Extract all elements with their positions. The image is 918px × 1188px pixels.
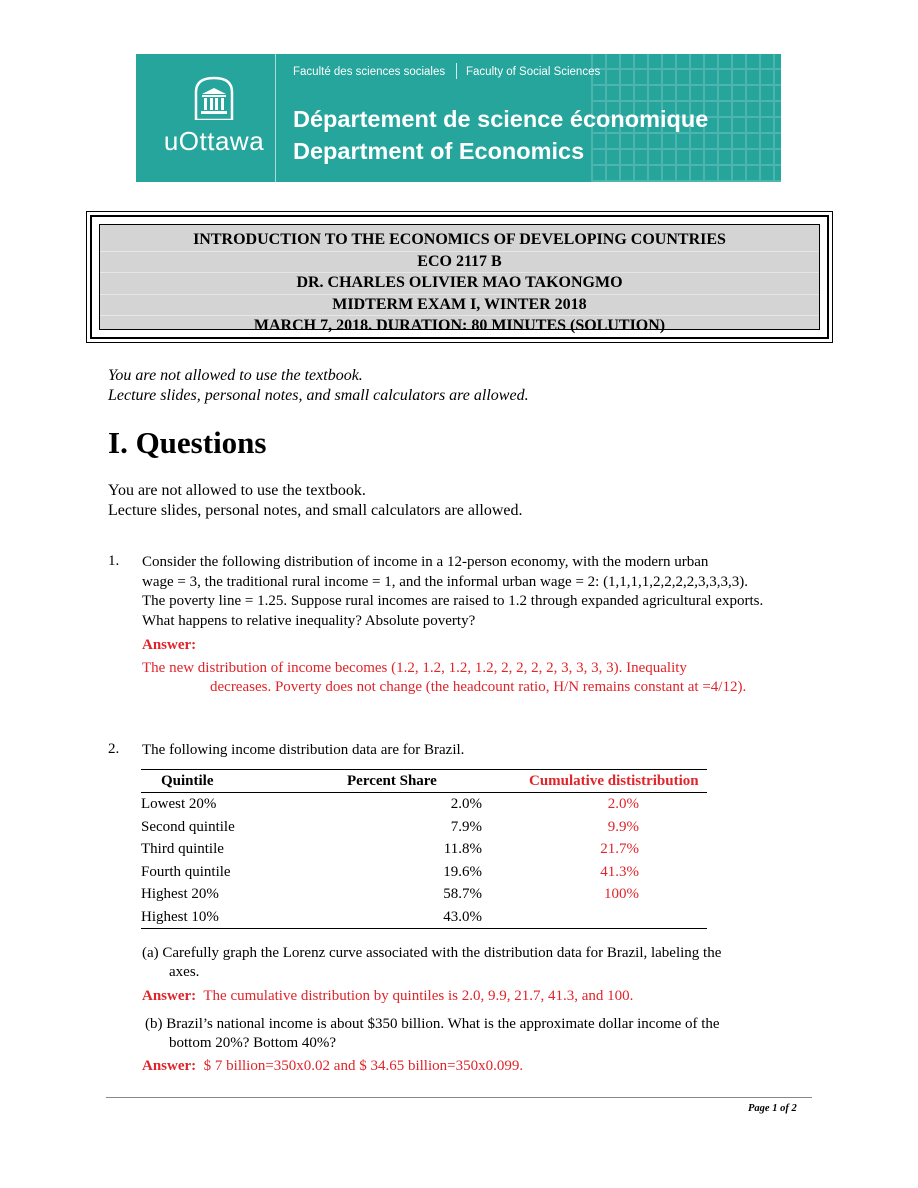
answer-text: The cumulative distribution by quintiles is 2.0, 9.9, 21.7, 41.3, and 100. bbox=[203, 988, 634, 1004]
table-cell: Highest 10% bbox=[141, 906, 321, 929]
title-box-inner bbox=[99, 224, 820, 335]
table-cell: 21.7% bbox=[600, 841, 639, 857]
page-number: Page 1 of 2 bbox=[748, 1103, 797, 1114]
instructions-plain bbox=[108, 481, 523, 521]
table-cell: 19.6% bbox=[443, 863, 482, 880]
income-distribution-table bbox=[141, 769, 707, 929]
table-cell: 58.7% bbox=[443, 886, 482, 902]
answer-label: Answer: bbox=[142, 1058, 197, 1074]
instruction-line: Lecture slides, personal notes, and small calculators are allowed. bbox=[108, 387, 529, 404]
instruction-line: Lecture slides, personal notes, and small calculators are allowed. bbox=[108, 502, 523, 519]
instruction-line: You are not allowed to use the textbook. bbox=[108, 482, 366, 499]
table-cell: Third quintile bbox=[141, 841, 224, 857]
column-header: Cumulative dististribution bbox=[527, 770, 707, 793]
table-row bbox=[141, 816, 707, 839]
department-name-en: Department of Economics bbox=[293, 138, 585, 164]
department-name-fr: Département de science économique bbox=[293, 106, 709, 132]
exam-title-box bbox=[86, 211, 833, 343]
table-cell: Highest 20% bbox=[141, 886, 219, 902]
question-line: What happens to relative inequality? Absolute poverty? bbox=[142, 612, 476, 629]
instructor-name: DR. CHARLES OLIVIER MAO TAKONGMO bbox=[100, 273, 819, 295]
column-header: Quintile bbox=[141, 770, 321, 793]
instruction-line: You are not allowed to use the textbook. bbox=[108, 367, 363, 384]
footer-rule bbox=[106, 1097, 812, 1098]
table-row bbox=[141, 838, 707, 861]
table-cell: 9.9% bbox=[607, 818, 639, 835]
table-cell: 43.0% bbox=[321, 906, 527, 929]
answer-label: Answer: bbox=[142, 637, 197, 653]
title-box-frame bbox=[90, 215, 829, 339]
faculty-name-en: Faculty of Social Sciences bbox=[466, 66, 601, 78]
table-cell: 41.3% bbox=[600, 863, 639, 880]
column-header: Percent Share bbox=[321, 770, 527, 793]
question-line: wage = 3, the traditional rural income = 1, and the informal urban wage = 2: (1,1,1,1,2,2,2,2,3,3,3,3). bbox=[142, 573, 749, 590]
course-code: ECO 2117 B bbox=[100, 252, 819, 274]
table-cell: 7.9% bbox=[450, 818, 482, 835]
part-a-line: axes. bbox=[169, 964, 200, 980]
table-row bbox=[141, 861, 707, 884]
table-row bbox=[141, 883, 707, 906]
answer-label: Answer: bbox=[142, 988, 197, 1004]
part-b-answer bbox=[142, 1057, 523, 1077]
table-cell: Second quintile bbox=[141, 818, 235, 835]
table-row bbox=[141, 793, 707, 816]
question-2-intro: The following income distribution data are for Brazil. bbox=[142, 742, 465, 758]
table-row bbox=[141, 906, 707, 929]
exam-date-duration: MARCH 7, 2018. DURATION: 80 MINUTES (SOLUTION) bbox=[253, 317, 666, 335]
question-number: 1. bbox=[108, 553, 120, 569]
banner-divider bbox=[275, 54, 276, 182]
faculty-divider bbox=[456, 63, 457, 79]
part-a-answer bbox=[142, 987, 633, 1007]
part-b-line: bottom 20%? Bottom 40%? bbox=[169, 1035, 337, 1051]
university-building-icon bbox=[192, 74, 236, 120]
logo-text: uOttawa bbox=[163, 126, 265, 156]
answer-1-line: The new distribution of income becomes (1.2, 1.2, 1.2, 1.2, 2, 2, 2, 2, 3, 3, 3, 3). Inequality bbox=[142, 660, 687, 676]
table-cell: 100% bbox=[604, 886, 639, 902]
question-number: 2. bbox=[108, 741, 120, 757]
table-cell: 11.8% bbox=[443, 841, 482, 857]
table-cell: 2.0% bbox=[450, 796, 482, 812]
question-line: Consider the following distribution of income in a 12-person economy, with the modern urban bbox=[142, 554, 709, 570]
table-cell bbox=[527, 906, 707, 929]
faculty-name-fr: Faculté des sciences sociales bbox=[293, 66, 446, 78]
table-cell: Lowest 20% bbox=[141, 796, 217, 812]
exam-name: MIDTERM EXAM I, WINTER 2018 bbox=[100, 295, 819, 317]
question-line: The poverty line = 1.25. Suppose rural incomes are raised to 1.2 through expanded agricultural exports. bbox=[142, 593, 764, 609]
table-cell: 2.0% bbox=[607, 796, 639, 812]
course-title: INTRODUCTION TO THE ECONOMICS OF DEVELOPING COUNTRIES bbox=[100, 230, 819, 252]
department-banner bbox=[136, 54, 781, 182]
table-cell: Fourth quintile bbox=[141, 863, 231, 880]
part-a-line: (a) Carefully graph the Lorenz curve associated with the distribution data for Brazil, labeling the bbox=[142, 945, 722, 961]
section-heading: I. Questions bbox=[108, 425, 267, 460]
instructions-italic bbox=[108, 366, 529, 406]
question-1-text bbox=[142, 553, 822, 631]
table-header-row bbox=[141, 770, 707, 793]
answer-1-line: decreases. Poverty does not change (the headcount ratio, H/N remains constant at =4/12). bbox=[210, 679, 747, 695]
uottawa-logo bbox=[154, 74, 274, 166]
answer-text: $ 7 billion=350x0.02 and $ 34.65 billion=350x0.099. bbox=[203, 1058, 524, 1074]
part-b-line: (b) Brazil’s national income is about $350 billion. What is the approximate dollar income of the bbox=[145, 1016, 720, 1032]
